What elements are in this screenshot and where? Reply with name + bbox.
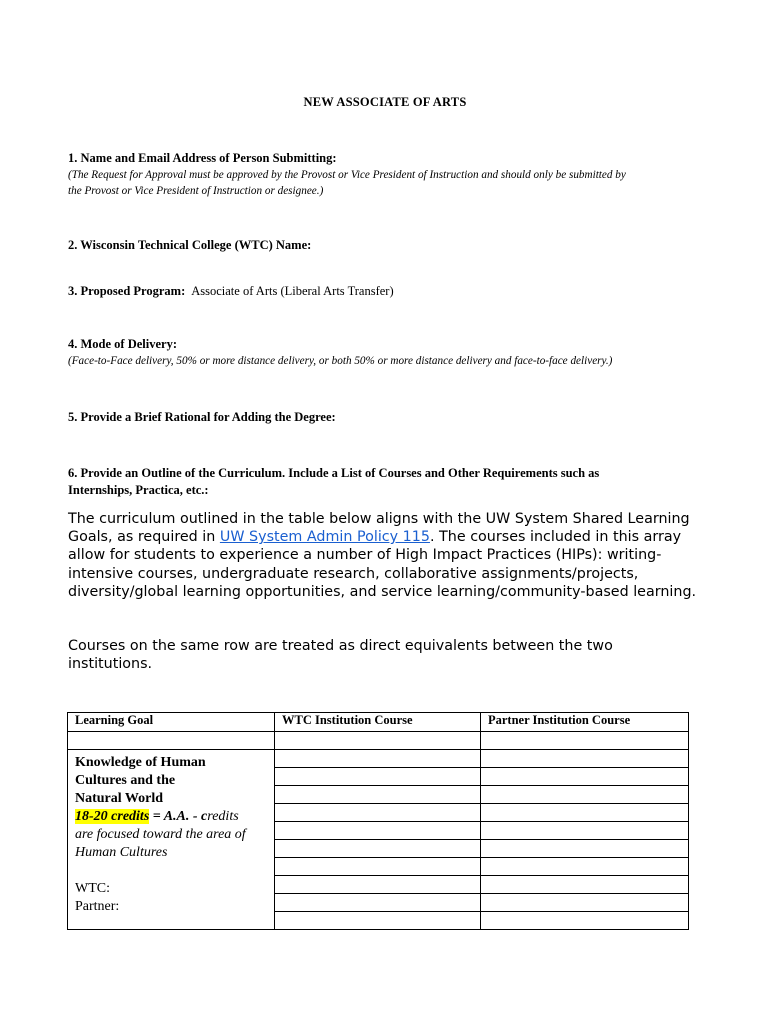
q4-heading: 4. Mode of Delivery: [68, 337, 177, 351]
table-cell[interactable] [275, 786, 481, 804]
q3-heading: 3. Proposed Program: [68, 284, 186, 298]
curriculum-table [67, 712, 689, 930]
document-title: NEW ASSOCIATE OF ARTS [303, 95, 467, 109]
q6-heading [68, 465, 599, 499]
table-cell[interactable] [481, 858, 689, 876]
q1-note-line1: (The Request for Approval must be approved by the Provost or Vice President of Instruction and should only be submitted by [68, 169, 626, 181]
table-cell[interactable] [275, 876, 481, 894]
header-learning-goal: Learning Goal [68, 713, 275, 732]
goal-title-line2: Cultures and the [75, 773, 176, 788]
table-cell[interactable] [275, 912, 481, 930]
table-row [68, 732, 689, 750]
wtc-label: WTC: [75, 881, 110, 896]
equivalents-note: Courses on the same row are treated as direct equivalents between the two institutions. [68, 638, 613, 673]
q1-heading: 1. Name and Email Address of Person Submitting: [68, 151, 337, 165]
table-cell[interactable] [275, 768, 481, 786]
table-header-row [68, 713, 689, 732]
table-cell[interactable] [481, 732, 689, 750]
goal-desc-line1: redits [207, 809, 239, 824]
table-cell[interactable] [275, 750, 481, 768]
table-cell[interactable] [481, 876, 689, 894]
table-cell[interactable] [481, 894, 689, 912]
goal-desc-line2: are focused toward the area of [75, 827, 246, 842]
table-cell[interactable] [275, 858, 481, 876]
table-cell[interactable] [481, 768, 689, 786]
q3-value: Associate of Arts (Liberal Arts Transfer) [191, 284, 394, 298]
table-cell[interactable] [481, 750, 689, 768]
credits-equals: = A.A. - c [149, 809, 208, 824]
q1-note [68, 167, 748, 199]
header-partner-course: Partner Institution Course [481, 713, 689, 732]
q3-line [68, 284, 394, 299]
table-cell[interactable] [275, 840, 481, 858]
table-cell[interactable] [275, 822, 481, 840]
table-cell[interactable] [275, 804, 481, 822]
table-cell[interactable] [481, 840, 689, 858]
q6-heading-line2: Internships, Practica, etc.: [68, 483, 209, 497]
table-cell[interactable] [68, 732, 275, 750]
table-cell[interactable] [481, 786, 689, 804]
q6-heading-line1: 6. Provide an Outline of the Curriculum. Include a List of Courses and Other Requirements such as [68, 466, 600, 480]
partner-label: Partner: [75, 899, 120, 914]
table-row [68, 750, 689, 768]
credits-highlight: 18-20 credits [75, 809, 150, 824]
policy-115-link[interactable]: UW System Admin Policy 115 [219, 529, 430, 546]
learning-goal-cell [68, 750, 275, 930]
table-cell[interactable] [275, 894, 481, 912]
q2-heading: 2. Wisconsin Technical College (WTC) Name: [68, 238, 312, 252]
goal-title-line3: Natural World [75, 791, 164, 806]
table-cell[interactable] [481, 912, 689, 930]
intro-text-before: The curriculum outlined in the table below aligns with the UW System Shared Learning Goals, as required in [68, 511, 690, 546]
table-cell[interactable] [275, 732, 481, 750]
header-wtc-course: WTC Institution Course [275, 713, 481, 732]
q5-heading: 5. Provide a Brief Rational for Adding the Degree: [68, 410, 336, 424]
goal-title-line1: Knowledge of Human [75, 755, 206, 770]
goal-credits-line [75, 808, 267, 826]
intro-text-after: . The courses included in this array allow for students to experience a number of High Impact Practices (HIPs): writing-intensive courses, undergraduate research, collaborative assignments/projects, diversity/global learning opportunities, and service learning/community-based learning. [68, 529, 697, 600]
intro-paragraph [68, 510, 708, 601]
table-cell[interactable] [481, 804, 689, 822]
q4-note: (Face-to-Face delivery, 50% or more distance delivery, or both 50% or more distance delivery and face-to-face delivery.) [68, 355, 613, 367]
table-cell[interactable] [481, 822, 689, 840]
goal-desc-line3: Human Cultures [75, 845, 168, 860]
q1-note-line2: the Provost or Vice President of Instruction or designee.) [68, 185, 324, 197]
